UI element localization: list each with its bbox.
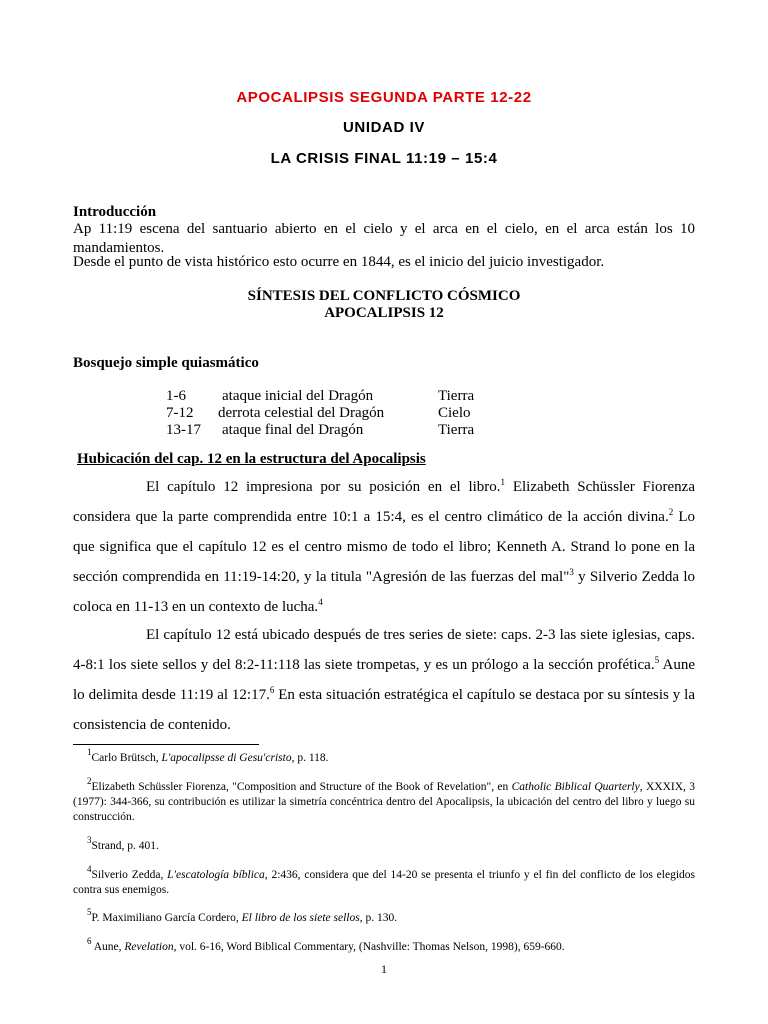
intro-heading: Introducción: [73, 204, 157, 220]
outline-place: Tierra: [438, 388, 475, 404]
synthesis-subheading: APOCALIPSIS 12: [324, 305, 444, 321]
footnote-4: $^4$Silverio Zedda, L'escatología bíblica, 2:436, considera que del 14-20 se presenta el triunfo y el fin del conflicto de los elegidos contra sus enemigos.: [73, 864, 695, 896]
unit-heading: UNIDAD IV: [342, 119, 426, 136]
intro-paragraph-1: Ap 11:19 escena del santuario abierto en el cielo y el arca en el cielo, en el arca están los 10 mandamientos.: [73, 221, 695, 256]
outline-place: Cielo: [438, 405, 471, 421]
footnote-1: $^1$Carlo Brütsch, L'apocalipsse di Gesu'cristo, p. 118.: [87, 747, 329, 764]
footnote-ref: 5: [654, 655, 660, 665]
outline-place: Tierra: [438, 422, 475, 438]
synthesis-heading: SÍNTESIS DEL CONFLICTO CÓSMICO: [247, 288, 521, 304]
section-heading: LA CRISIS FINAL 11:19 – 15:4: [270, 150, 498, 167]
footnote-separator: [73, 744, 259, 745]
footnote-ref: 1: [500, 477, 506, 487]
footnote-2: $^2$Elizabeth Schüssler Fiorenza, "Composition and Structure of the Book of Revelation", en Catholic Biblical Quarterly, XXXIX, 3 (1977): 344-366, su contribución es utilizar la simetría concéntrica dentro del Apocalipsis, la ubicación del centro del libro y luego su construcción.: [73, 776, 695, 823]
outline-desc: derrota celestial del Dragón: [218, 405, 385, 421]
location-paragraph-2: El capítulo 12 está ubicado después de tres series de siete: caps. 2-3 las siete iglesias, caps. 4-8:1 los siete sellos y del 8:2-11:118 las siete trompetas, y es un prólogo a la sección profética.$^5$ Aune lo delimita desde 11:19 al 12:17.$^6$ En esta situación estratégica el capítulo se destaca por su síntesis y la consistencia de contenido.: [73, 627, 695, 733]
outline-ref: 7-12: [166, 405, 194, 421]
footnote-3: $^3$Strand, p. 401.: [87, 835, 159, 852]
footnote-ref: 6: [269, 685, 275, 695]
footnote-5: $^5$P. Maximiliano García Cordero, El libro de los siete sellos, p. 130.: [87, 907, 398, 924]
footnote-6: $^6$ Aune, Revelation, vol. 6-16, Word Biblical Commentary, (Nashville: Thomas Nelson, 1998), 659-660.: [87, 936, 565, 953]
outline-heading: Bosquejo simple quiasmático: [73, 355, 259, 371]
outline-desc: ataque final del Dragón: [222, 422, 364, 438]
page-number: 1: [381, 962, 387, 976]
intro-paragraph-2: Desde el punto de vista histórico esto ocurre en 1844, es el inicio del juicio investigador.: [73, 254, 605, 270]
footnote-ref: 4: [318, 597, 323, 607]
outline-ref: 1-6: [166, 388, 186, 404]
location-paragraph-1: El capítulo 12 impresiona por su posición en el libro.$^1$ Elizabeth Schüssler Fiorenza considera que la parte comprendida entre 10:1 a 15:4, es el centro climático de la acción divina.$^2$ Lo que significa que el capítulo 12 es el centro mismo de todo el libro; Kenneth A. Strand lo pone en la sección comprendida en 11:19-14:20, y la titula "Agresión de las fuerzas del mal"$^3$ y Silverio Zedda lo coloca en 11-13 en un contexto de lucha.$^4$: [73, 477, 695, 615]
location-heading: Hubicación del cap. 12 en la estructura del Apocalipsis: [77, 451, 426, 467]
outline-desc: ataque inicial del Dragón: [222, 388, 374, 404]
footnote-ref: 2: [668, 507, 674, 517]
document-title: APOCALIPSIS SEGUNDA PARTE 12-22: [236, 89, 532, 106]
footnote-ref: 3: [569, 567, 574, 577]
outline-ref: 13-17: [166, 422, 201, 438]
